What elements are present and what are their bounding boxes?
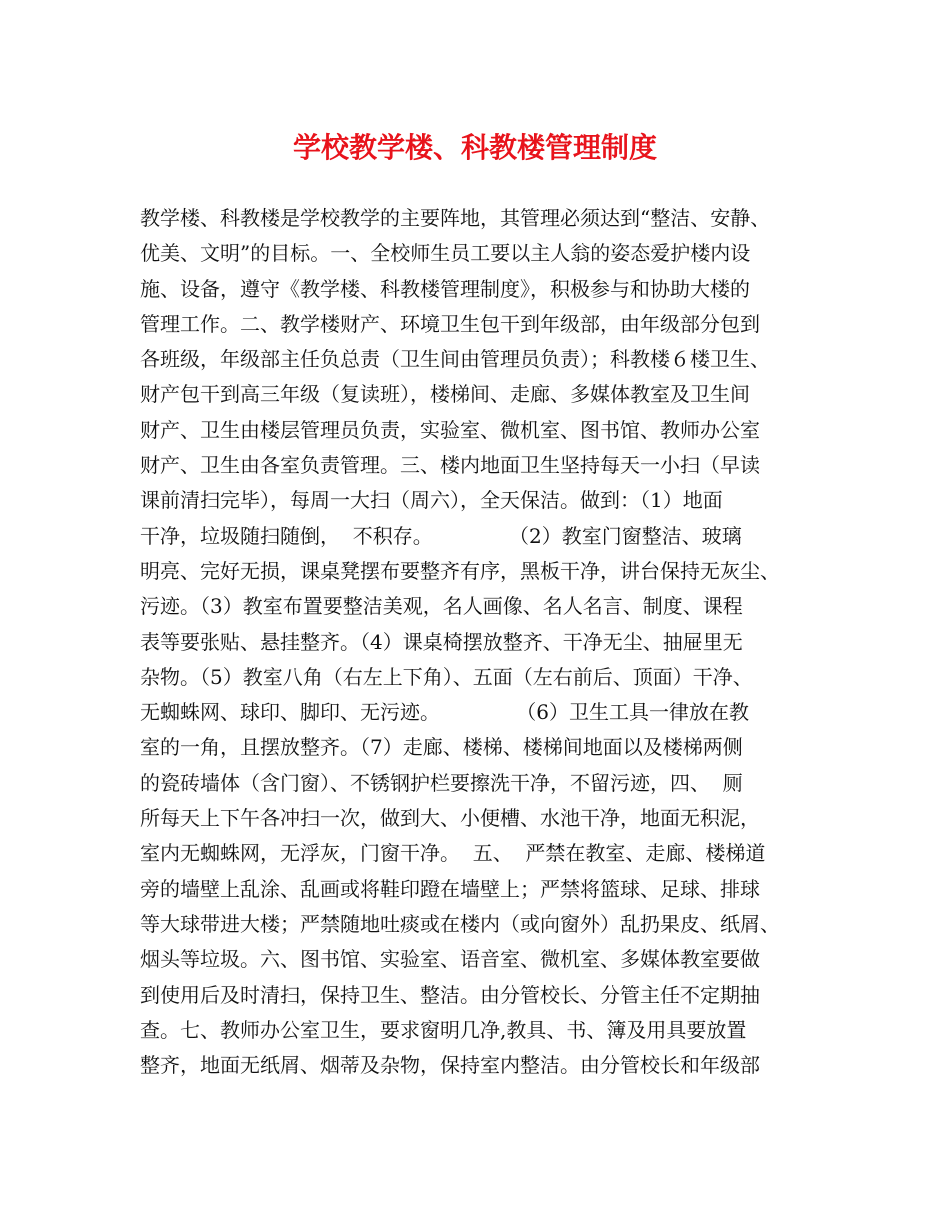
text-line: 明亮、完好无损，课桌凳摆布要整齐有序，黑板干净，讲台保持无灰尘、 — [140, 558, 780, 583]
text-line: 财产、卫生由楼层管理员负责，实验室、微机室、图书馆、教师办公室 — [140, 417, 760, 442]
body-text — [140, 201, 820, 1083]
text-line: 旁的墙壁上乱涂、乱画或将鞋印蹬在墙壁上；严禁将篮球、足球、排球 — [140, 876, 760, 901]
text-line: 财产、卫生由各室负责管理。三、楼内地面卫生坚持每天一小扫（早读 — [140, 453, 760, 478]
text-line: 施、设备，遵守《教学楼、科教楼管理制度》，积极参与和协助大楼的 — [140, 276, 750, 301]
text-line: 管理工作。二、教学楼财产、环境卫生包干到年级部，由年级部分包到 — [140, 311, 760, 336]
text-line: 整齐，地面无纸屑、烟蒂及杂物，保持室内整洁。由分管校长和年级部 — [140, 1053, 760, 1078]
text-line: 杂物。（5）教室八角（右左上下角）、五面（左右前后、顶面）干净、 — [140, 664, 753, 689]
text-line: 优美、文明”的目标。一、全校师生员工要以主人翁的姿态爱护楼内设 — [140, 241, 751, 266]
text-line: 表等要张贴、悬挂整齐。（4）课桌椅摆放整齐、干净无尘、抽屉里无 — [140, 629, 743, 654]
text-line: 室的一角，且摆放整齐。（7）走廊、楼梯、楼梯间地面以及楼梯两侧 — [140, 735, 743, 760]
text-line: 到使用后及时清扫，保持卫生、整洁。由分管校长、分管主任不定期抽 — [140, 982, 760, 1007]
text-line: 室内无蜘蛛网，无浮灰，门窗干净。 五、 严禁在教室、走廊、楼梯道 — [140, 841, 766, 866]
text-line: 课前清扫完毕），每周一大扫（周六），全天保洁。做到：（1）地面 — [140, 488, 723, 513]
text-line: 干净，垃圾随扫随倒， 不积存。 （2）教室门窗整洁、玻璃 — [140, 523, 742, 548]
text-line: 烟头等垃圾。六、图书馆、实验室、语音室、微机室、多媒体教室要做 — [140, 947, 760, 972]
text-line: 各班级，年级部主任负总责（卫生间由管理员负责）；科教楼６楼卫生、 — [140, 347, 770, 372]
text-line: 无蜘蛛网、球印、脚印、无污迹。 （6）卫生工具一律放在教 — [140, 700, 750, 725]
text-line: 等大球带进大楼；严禁随地吐痰或在楼内（或向窗外）乱扔果皮、纸屑、 — [140, 911, 780, 936]
page-title: 学校教学楼、科教楼管理制度 — [292, 131, 657, 164]
text-line: 查。七、教师办公室卫生，要求窗明几净,教具、书、簿及用具要放置 — [140, 1017, 747, 1042]
text-line: 的瓷砖墙体（含门窗）、不锈钢护栏要擦洗干净，不留污迹，四、 厕 — [140, 770, 743, 795]
text-line: 所每天上下午各冲扫一次，做到大、小便槽、水池干净，地面无积泥， — [140, 806, 760, 831]
text-line: 教学楼、科教楼是学校教学的主要阵地，其管理必须达到“整洁、安静、 — [140, 206, 771, 230]
text-line: 财产包干到高三年级（复读班），楼梯间、走廊、多媒体教室及卫生间 — [140, 382, 750, 407]
text-line: 污迹。（3）教室布置要整洁美观，名人画像、名人名言、制度、课程 — [140, 594, 743, 619]
